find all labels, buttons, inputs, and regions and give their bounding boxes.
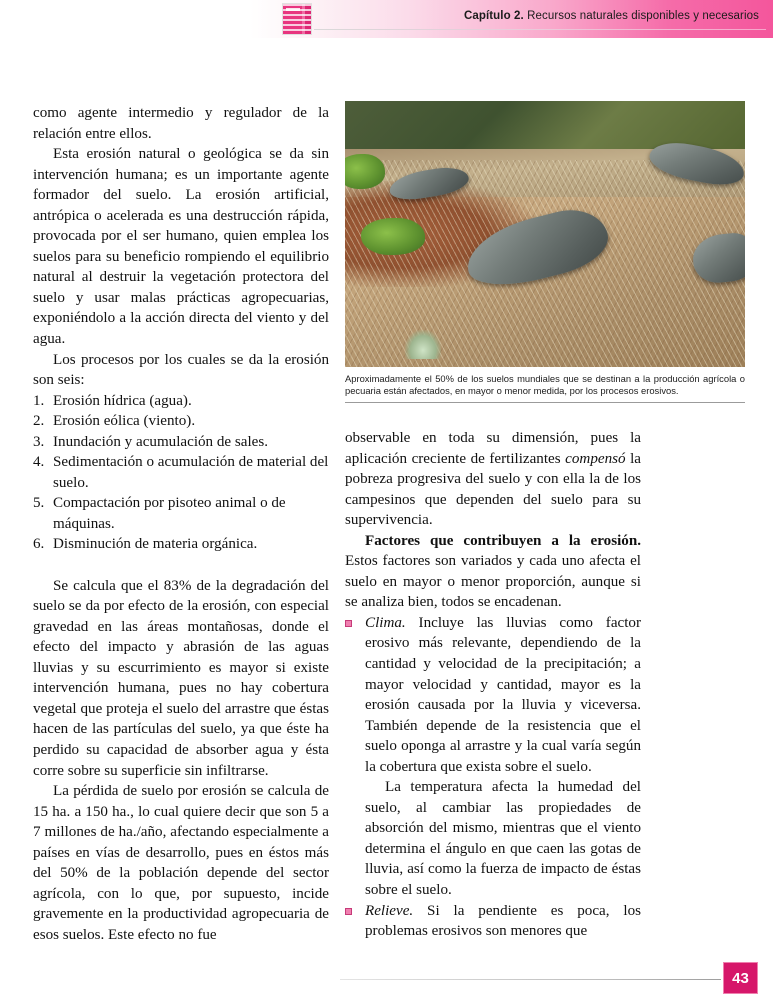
list-item-relieve: [345, 901, 641, 942]
erosion-process-list: [33, 391, 329, 555]
paragraph-text-rest: Estos factores son variados y cada uno afecta el suelo en mayor o menor proporción, aunque si se analiza bien, todos se encadenan.: [345, 553, 641, 611]
chapter-header-title: [464, 10, 759, 22]
list-item: Inundación y acumulación de sales.: [53, 433, 269, 450]
chapter-number-label: Capítulo 2.: [463, 10, 524, 22]
right-text-column: [345, 428, 641, 942]
chapter-thumbnail-icon: [282, 3, 312, 35]
eroded-hillside-photo: [345, 101, 745, 367]
factor-text-clima: Incluye las lluvias como factor erosivo más relevante, dependiendo de la cantidad y velocidad de la precipitación; a mayor velocidad y cantidad, mayor es la erosión causada por la lluvia y viceversa. También depende de la resistencia que el suelo oponga al arrastre y la cual varía según la cobertura que exista sobre el suelo.: [365, 614, 641, 775]
list-item: Disminución de materia orgánica.: [53, 536, 258, 553]
figure-caption: Aproximadamente el 50% de los suelos mundiales que se destinan a la producción agrícola o pecuaria están afectados, en mayor o menor medida, por los procesos erosivos.: [345, 373, 745, 403]
footer-divider-rule: [340, 979, 721, 980]
paragraph-observable: [345, 428, 641, 531]
italic-term-compenso: compensó: [565, 450, 626, 467]
bold-lead-factores: Factores que contribuyen a la erosión.: [365, 532, 641, 549]
photo-bush: [345, 154, 385, 189]
paragraph-temperatura: La temperatura afecta la humedad del suelo, al cambiar las propiedades de absorción del mismo, mientras que el viento determina el ángulo en que caen las gotas de lluvia, así como la fuerza de impacto de éstas sobre el suelo.: [365, 779, 641, 899]
paragraph-degradacion: Se calcula que el 83% de la degradación del suelo se da por efecto de la erosión, con especial gravedad en las áreas montañosas, donde el efecto del impacto y abrasión de las aguas lluvias y su escurrimiento es mayor si existe intervención humana, pues no hay cobertura vegetal que proteja el suelo del arrastre que éstas hacen de las partículas del suelo, ya que éste ha perdido su capacidad de absorber agua y ésta corre sobre su superficie sin infiltrarse.: [33, 577, 329, 779]
header-divider-rule: [314, 29, 766, 30]
factor-term-clima: Clima.: [365, 614, 406, 631]
left-text-column: [33, 103, 329, 945]
paragraph-erosion-natural: Esta erosión natural o geológica se da sin intervención humana; es un importante agente formador del suelo. La erosión artificial, antrópica o acelerada es una destrucción rápida, provocada por el ser humano, quien emplea los suelos para su beneficio rompiendo el equilibrio natural al destruir la vegetación protectora del suelo y usar malas prácticas agropecuarias, exponiéndolo a la acción directa del viento y del agua.: [33, 146, 329, 348]
paragraph-continuation: como agente intermedio y regulador de la relación entre ellos.: [33, 105, 329, 142]
chapter-title-label: Recursos naturales disponibles y necesarios: [523, 10, 759, 22]
photo-bush: [361, 218, 425, 255]
list-item: Erosión eólica (viento).: [53, 413, 196, 430]
erosion-factors-list: [345, 613, 641, 942]
list-item: Sedimentación o acumulación de material del suelo.: [53, 454, 329, 491]
list-item-clima: [345, 613, 641, 901]
paragraph-text-start: observable en toda su dimensión, pues la aplicación creciente de fertilizantes: [345, 430, 641, 467]
square-bullet-icon: [345, 908, 352, 915]
paragraph-procesos-intro: Los procesos por los cuales se da la erosión son seis:: [33, 351, 329, 389]
page-number-badge: 43: [723, 962, 758, 994]
photo-grass-tuft: [405, 330, 441, 359]
paragraph-spacer: [33, 555, 329, 576]
factor-text-relieve: Si la pendiente es poca, los problemas erosivos son menores que: [365, 902, 641, 940]
figure-block: [345, 101, 745, 403]
paragraph-text-end: la pobreza progresiva del suelo y con ella la de los campesinos que dependen del suelo para su supervivencia.: [345, 450, 641, 529]
paragraph-factores: [345, 531, 641, 613]
list-item: Compactación por pisoteo animal o de máquinas.: [53, 495, 286, 532]
factor-term-relieve: Relieve.: [365, 902, 414, 919]
paragraph-perdida-suelo: La pérdida de suelo por erosión se calcula de 15 ha. a 150 ha., lo cual quiere decir que son 5 a 7 millones de ha./año, afectando especialmente a países en vías de desarrollo, pues en éstos más del 50% de la población depende del sector agrícola, con lo que, por supuesto, incide gravemente en la productividad agropecuaria de esos suelos. Este efecto no fue: [33, 783, 329, 943]
square-bullet-icon: [345, 620, 352, 627]
list-item: Erosión hídrica (agua).: [53, 392, 192, 409]
